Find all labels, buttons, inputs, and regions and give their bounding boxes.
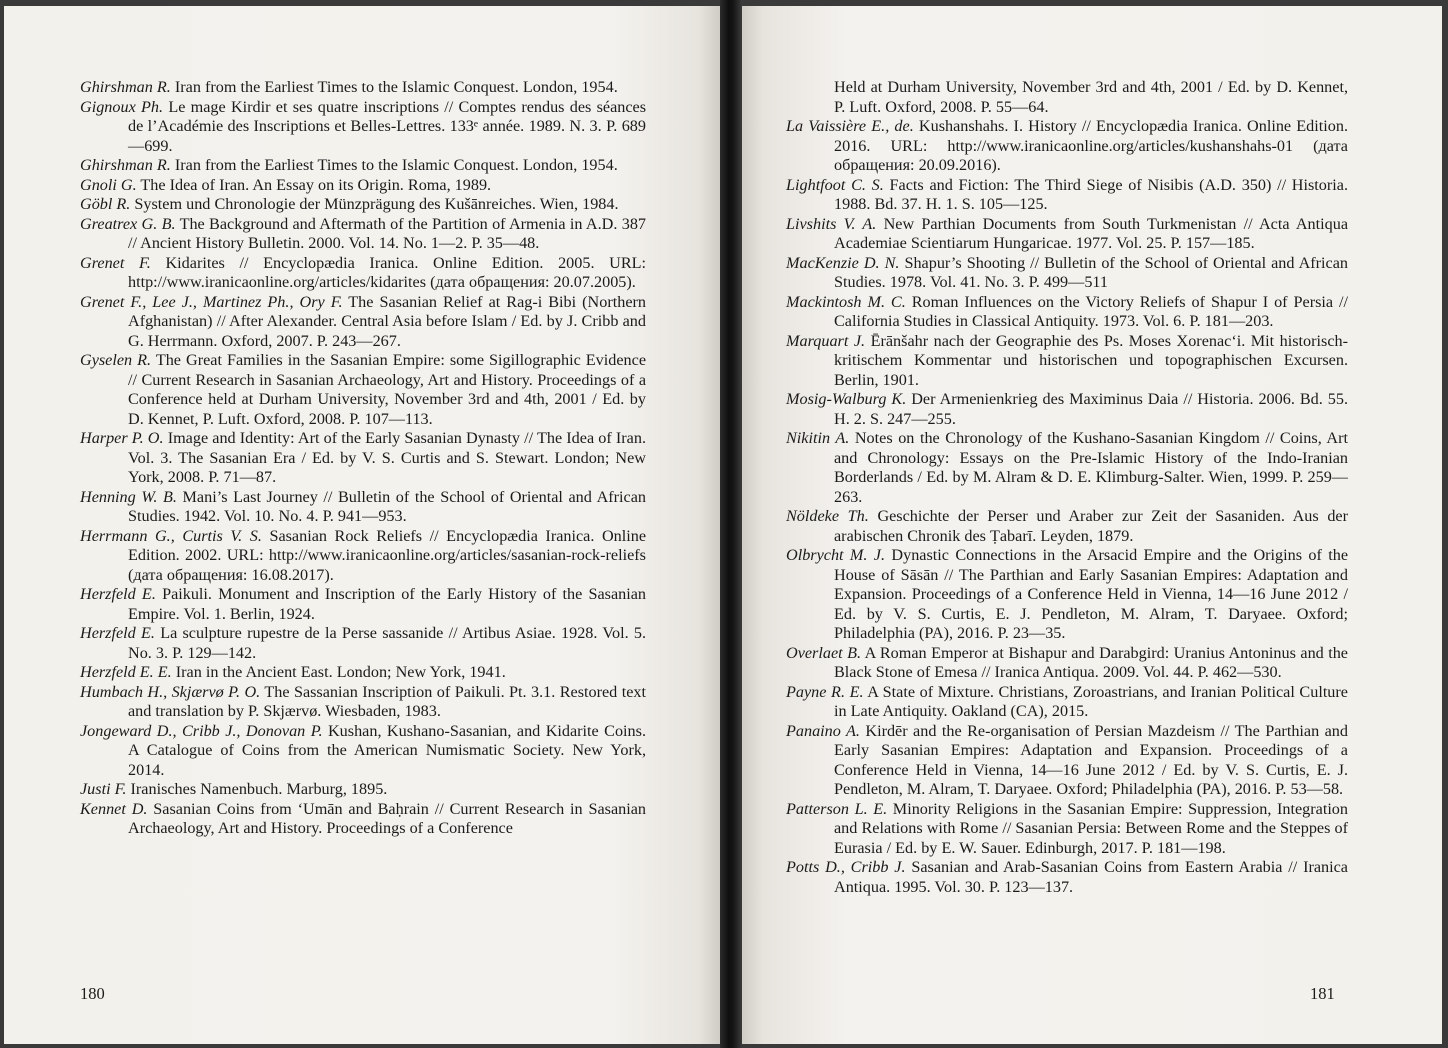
entry-text: The Background and Aftermath of the Partition of Armenia in A.D. 387 // Ancient History Bulletin. 2000. Vol. 14. No. 1—2. P. 35—48. — [128, 214, 647, 252]
entry-author: Ghirshman R. — [80, 78, 171, 96]
entry-author: Harper P. O. — [80, 429, 164, 447]
bibliography-entry — [786, 215, 1348, 254]
entry-author: Overlaet B. — [786, 643, 862, 662]
entry-author: Patterson L. E. — [786, 799, 888, 818]
page-number: 181 — [1310, 984, 1335, 1003]
bibliography-entry — [786, 390, 1348, 429]
entry-text: New Parthian Documents from South Turkmenistan // Acta Antiqua Academiae Scientiarum Hungaricae. 1977. Vol. 25. P. 157—185. — [834, 214, 1349, 252]
entry-text: Paikuli. Monument and Inscription of the Early History of the Sasanian Empire. Vol. 1. Berlin, 1924. — [128, 585, 647, 623]
bibliography-entry — [786, 722, 1348, 800]
bibliography-entry — [786, 800, 1348, 859]
entry-author: Gignoux Ph. — [80, 97, 164, 116]
entry-text: Iranisches Namenbuch. Marburg, 1895. — [130, 780, 388, 798]
entry-author: Mosig-Walburg K. — [786, 390, 907, 408]
bibliography-entry — [80, 176, 646, 196]
entry-text: The Idea of Iran. An Essay on its Origin. Roma, 1989. — [140, 175, 492, 194]
bibliography-entry — [80, 722, 646, 781]
book-gutter — [720, 0, 742, 1048]
entry-text: Held at Durham University, November 3rd and 4th, 2001 / Ed. by D. Kennet, P. Luft. Oxford, 2008. P. 55—64. — [834, 78, 1348, 116]
entry-text: Image and Identity: Art of the Early Sasanian Dynasty // The Idea of Iran. Vol. 3. The Sasanian Era / Ed. by V. S. Curtis and S. Stewart. London; New York, 2008. P. 71—87. — [128, 429, 646, 486]
entry-author: Henning W. B. — [80, 487, 177, 506]
entry-text: Shapur’s Shooting // Bulletin of the School of Oriental and African Studies. 1978. Vol. 41. No. 3. P. 499—511 — [834, 253, 1349, 291]
entry-author: Nöldeke Th. — [786, 507, 869, 525]
bibliography-entry — [80, 800, 646, 839]
entry-text: System und Chronologie der Münzprägung des Kušānreiches. Wien, 1984. — [134, 195, 619, 213]
bibliography-continuation — [786, 78, 1348, 117]
entry-text: Minority Religions in the Sasanian Empire: Suppression, Integration and Relations with Rome // Sasanian Persia: Between Rome and the Steppes of Eurasia / Ed. by E. W. Sauer. Edinburgh, 2017. P. 181—198. — [834, 799, 1348, 857]
entry-text: Iran in the Ancient East. London; New York, 1941. — [175, 663, 506, 681]
entry-author: Greatrex G. B. — [80, 214, 176, 233]
entry-text: Roman Influences on the Victory Reliefs of Shapur I of Persia // California Studies in Classical Antiquity. 1973. Vol. 6. P. 181—203. — [834, 292, 1349, 330]
bibliography-entry — [786, 507, 1348, 546]
bibliography-list-right — [786, 78, 1348, 897]
bibliography-entry — [80, 527, 646, 586]
entry-author: MacKenzie D. N. — [786, 253, 900, 272]
bibliography-entry — [786, 176, 1348, 215]
entry-text: Sasanian Rock Reliefs // Encyclopædia Iranica. Online Edition. 2002. URL: http://www.iranicaonline.org/articles/sasanian-rock-reliefs (дата обращения: 16.08.2017). — [128, 526, 647, 584]
entry-text: Kidarites // Encyclopædia Iranica. Online Edition. 2005. URL: http://www.iranicaonline.org/articles/kidarites (дата обращения: 20.07.2005). — [128, 253, 646, 291]
entry-text: Kushan, Kushano-Sasanian, and Kidarite Coins. A Catalogue of Coins from the American Numismatic Society. New York, 2014. — [128, 721, 646, 779]
entry-author: Livshits V. A. — [786, 214, 877, 233]
right-page — [742, 6, 1442, 1044]
entry-author: Herrmann G., Curtis V. S. — [80, 526, 262, 545]
left-page — [4, 6, 720, 1044]
entry-author: Herzfeld E. E. — [80, 663, 172, 681]
bibliography-entry — [80, 429, 646, 488]
entry-text: Notes on the Chronology of the Kushano-Sasanian Kingdom // Coins, Art and Chronology: Essays on the Pre-Islamic History of the Indo-Iranian Borderlands / Ed. by M. Alram & D. E. Klimburg-Salter. Wien, 1999. P. 259—263. — [834, 429, 1348, 506]
entry-author: Justi F. — [80, 780, 127, 798]
entry-author: La Vaissière E., de. — [786, 117, 914, 135]
entry-text: Kushanshahs. I. History // Encyclopædia Iranica. Online Edition. 2016. URL: http://www.iranicaonline.org/articles/kushanshahs-01 (дата обращения: 20.09.2016). — [834, 117, 1348, 174]
entry-author: Gyselen R. — [80, 351, 152, 369]
entry-text: Kirdēr and the Re-organisation of Persian Mazdeism // The Parthian and Early Sasanian Empires: Adaptation and Expansion. Proceedings of a Conference Held in Vienna, 14—16 June 2012 / Ed. by V. S. Curtis, E. J. Pendleton, M. Alram, T. Daryaee. Oxford; Philadelphia (PA), 2016. P. 53—58. — [834, 721, 1348, 798]
bibliography-entry — [80, 78, 646, 98]
bibliography-entry — [80, 488, 646, 527]
entry-author: Potts D., Cribb J. — [786, 858, 906, 876]
entry-author: Payne R. E. — [786, 682, 864, 701]
bibliography-entry — [80, 293, 646, 352]
entry-text: Iran from the Earliest Times to the Islamic Conquest. London, 1954. — [174, 78, 618, 96]
bibliography-entry — [80, 351, 646, 429]
bibliography-entry — [80, 683, 646, 722]
entry-author: Lightfoot C. S. — [786, 175, 884, 194]
entry-text: Sasanian Coins from ‘Umān and Baḥrain // Current Research in Sasanian Archaeology, Art and History. Proceedings of a Conference — [128, 799, 647, 837]
bibliography-entry — [80, 780, 646, 800]
bibliography-entry — [80, 585, 646, 624]
bibliography-entry — [80, 663, 646, 683]
entry-author: Herzfeld E. — [80, 624, 155, 642]
entry-author: Göbl R. — [80, 195, 131, 213]
bibliography-entry — [786, 117, 1348, 176]
entry-text: Dynastic Connections in the Arsacid Empire and the Origins of the House of Sāsān // The Parthian and Early Sasanian Empires: Adaptation and Expansion. Proceedings of a Conference Held in Vienna, 14—16 June 2012 / Ed. by V. S. Curtis, E. J. Pendleton, M. Alram, T. Daryaee. Oxford; Philadelphia (PA), 2016. P. 23—35. — [834, 546, 1349, 642]
bibliography-entry — [786, 332, 1348, 391]
entry-text: A Roman Emperor at Bishapur and Darabgird: Uranius Antoninus and the Black Stone of Emesa // Iranica Antiqua. 2009. Vol. 44. P. 462—530. — [834, 643, 1348, 681]
bibliography-entry — [80, 98, 646, 157]
bibliography-entry — [80, 195, 646, 215]
entry-text: Mani’s Last Journey // Bulletin of the School of Oriental and African Studies. 1942. Vol. 10. No. 4. P. 941—953. — [128, 487, 646, 525]
entry-text: Geschichte der Perser und Araber zur Zeit der Sasaniden. Aus der arabischen Chronik des Ṭabarī. Leyden, 1879. — [834, 507, 1348, 545]
entry-author: Jongeward D., Cribb J., Donovan P. — [80, 721, 323, 740]
entry-author: Herzfeld E. — [80, 585, 156, 603]
entry-text: Le mage Kirdir et ses quatre inscriptions // Comptes rendus des séances de l’Académie des Inscriptions et Belles-Lettres. 133ᵉ année. 1989. N. 3. P. 689—699. — [128, 97, 647, 155]
bibliography-entry — [786, 644, 1348, 683]
bibliography-entry — [80, 254, 646, 293]
entry-text: Ērānšahr nach der Geographie des Ps. Moses Xorenac‘i. Mit historisch-kritischem Kommentar und historischen und topographischen Excursen. Berlin, 1901. — [834, 331, 1348, 389]
entry-text: Facts and Fiction: The Third Siege of Nisibis (A.D. 350) // Historia. 1988. Bd. 37. H. 1. S. 105—125. — [834, 175, 1349, 213]
entry-text: Der Armenienkrieg des Maximinus Daia // Historia. 2006. Bd. 55. H. 2. S. 247—255. — [834, 390, 1349, 428]
entry-text: The Great Families in the Sasanian Empire: some Sigillographic Evidence // Current Research in Sasanian Archaeology, Art and History. Proceedings of a Conference held at Durham University, November 3rd and 4th, 2001 / Ed. by D. Kennet, P. Luft. Oxford, 2008. P. 107—113. — [128, 351, 646, 428]
entry-author: Panaino A. — [786, 721, 860, 740]
bibliography-list-left — [80, 78, 646, 839]
entry-text: A State of Mixture. Christians, Zoroastrians, and Iranian Political Culture in Late Antiquity. Oakland (CA), 2015. — [834, 682, 1348, 720]
entry-text: La sculpture rupestre de la Perse sassanide // Artibus Asiae. 1928. Vol. 5. No. 3. P. 129—142. — [128, 624, 647, 662]
bibliography-entry — [786, 429, 1348, 507]
entry-author: Grenet F. — [80, 253, 151, 272]
bibliography-entry — [786, 858, 1348, 897]
bibliography-entry — [786, 683, 1348, 722]
entry-author: Mackintosh M. C. — [786, 292, 906, 311]
entry-author: Ghirshman R. — [80, 156, 171, 174]
bibliography-entry — [80, 215, 646, 254]
bibliography-entry — [786, 293, 1348, 332]
entry-author: Humbach H., Skjærvø P. O. — [80, 682, 261, 701]
entry-author: Grenet F., Lee J., Martinez Ph., Ory F. — [80, 292, 343, 311]
entry-author: Marquart J. — [786, 331, 866, 350]
page-number: 180 — [80, 984, 105, 1003]
entry-author: Olbrycht M. J. — [786, 546, 886, 564]
entry-text: The Sassanian Inscription of Paikuli. Pt. 3.1. Restored text and translation by P. Skjærvø. Wiesbaden, 1983. — [128, 682, 646, 720]
bibliography-entry — [80, 624, 646, 663]
entry-text: Sasanian and Arab-Sasanian Coins from Eastern Arabia // Iranica Antiqua. 1995. Vol. 30. P. 123—137. — [834, 858, 1348, 896]
entry-author: Gnoli G. — [80, 175, 137, 194]
entry-text: The Sasanian Relief at Rag-i Bibi (Northern Afghanistan) // After Alexander. Central Asia before Islam / Ed. by J. Cribb and G. Herrmann. Oxford, 2007. P. 243—267. — [128, 292, 646, 350]
entry-text: Iran from the Earliest Times to the Islamic Conquest. London, 1954. — [174, 156, 618, 174]
bibliography-entry — [80, 156, 646, 176]
entry-author: Kennet D. — [80, 799, 148, 818]
bibliography-entry — [786, 546, 1348, 644]
bibliography-entry — [786, 254, 1348, 293]
entry-author: Nikitin A. — [786, 429, 850, 447]
